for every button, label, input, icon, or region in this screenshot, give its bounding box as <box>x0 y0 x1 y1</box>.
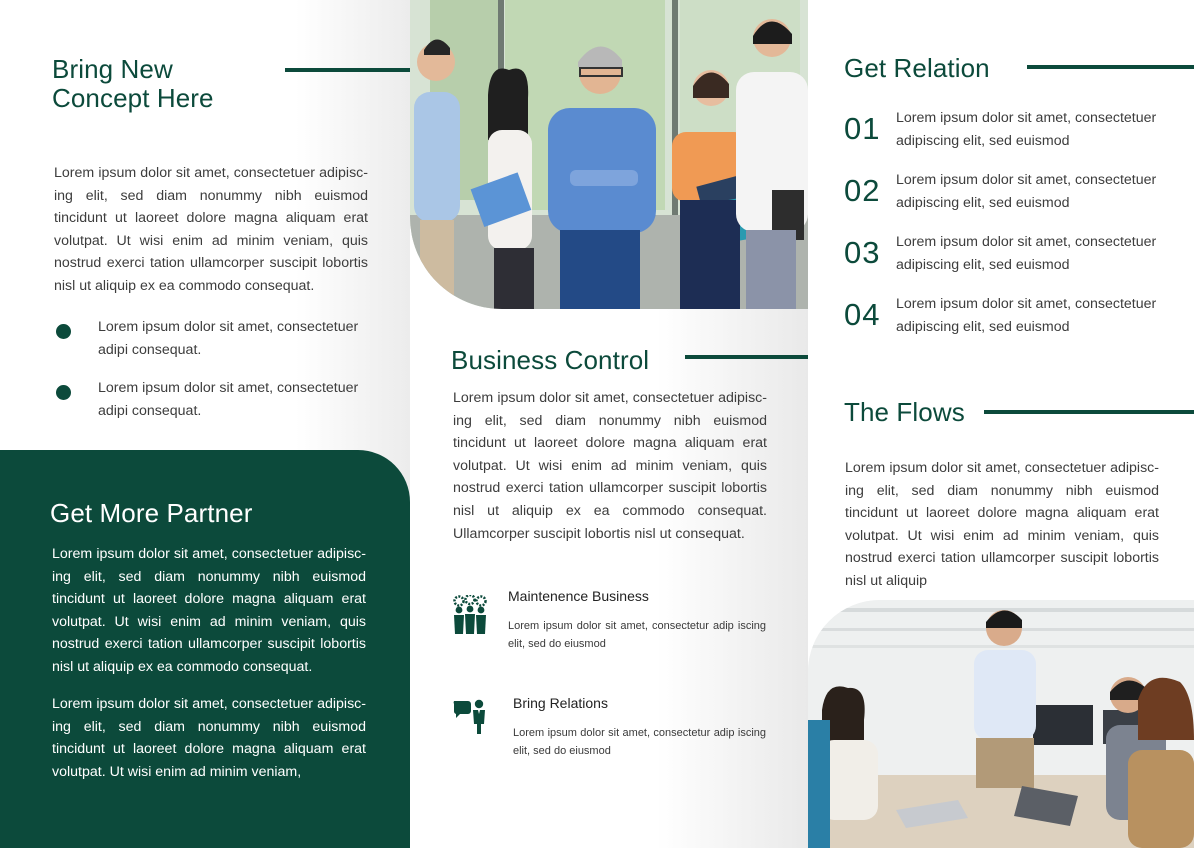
flows-heading: The Flows <box>844 397 965 427</box>
team-photo-illustration <box>410 0 808 309</box>
concept-heading: Bring New Concept Here <box>52 54 214 113</box>
concept-heading-rule <box>285 68 410 72</box>
list-number: 02 <box>844 173 881 208</box>
bullet-dot <box>56 324 71 339</box>
feature-description: Lorem ipsum dolor sit amet, consectetur adip iscing elit, sed do eiusmod <box>508 620 766 650</box>
intro-paragraph: Lorem ipsum dolor sit amet, consectetuer adipisc-ing elit, sed diam nonummy nibh euismod tincidunt ut laoreet dolore magna aliquam erat volutpat. Ut wisi enim ad minim veniam, quis nostrud exerci tation ullamcorper suscipit lobortis nisl ut aliquip ex ea commodo consequat. <box>54 165 368 294</box>
partner-heading: Get More Partner <box>50 498 253 528</box>
business-control-rule <box>685 355 808 359</box>
bullet-text: Lorem ipsum dolor sit amet, consectetuer adipi consequat. <box>98 380 359 419</box>
list-item-text: Lorem ipsum dolor sit amet, consectetuer adipiscing elit, sed euismod <box>896 296 1157 335</box>
partner-paragraph: Lorem ipsum dolor sit amet, consectetuer adipisc-ing elit, sed diam nonummy nibh euismod tincidunt ut laoreet dolore magna aliquam erat volutpat. Ut wisi enim ad minim veniam, <box>52 696 366 780</box>
bullet-text: Lorem ipsum dolor sit amet, consectetuer adipi consequat. <box>98 319 359 358</box>
list-number: 04 <box>844 297 881 332</box>
left-panel <box>0 0 410 848</box>
feature-title: Maintenence Business <box>508 588 649 604</box>
flows-heading-rule <box>984 410 1194 414</box>
office-photo-illustration <box>808 600 1194 848</box>
list-item-text: Lorem ipsum dolor sit amet, consectetuer adipiscing elit, sed euismod <box>896 110 1157 149</box>
middle-panel <box>410 0 808 848</box>
relation-heading: Get Relation <box>844 53 990 83</box>
list-item-text: Lorem ipsum dolor sit amet, consectetuer adipiscing elit, sed euismod <box>896 234 1157 273</box>
list-item-text: Lorem ipsum dolor sit amet, consectetuer adipiscing elit, sed euismod <box>896 172 1157 211</box>
team-gears-icon <box>453 595 487 635</box>
office-photo <box>808 600 1194 848</box>
right-panel <box>808 0 1194 848</box>
feature-title: Bring Relations <box>513 695 608 711</box>
list-number: 03 <box>844 235 881 270</box>
list-number: 01 <box>844 111 881 146</box>
speaking-person-icon <box>453 697 487 737</box>
relation-heading-rule <box>1027 65 1194 69</box>
partner-box <box>0 450 410 848</box>
team-photo <box>410 0 808 309</box>
flows-paragraph: Lorem ipsum dolor sit amet, consectetuer adipisc-ing elit, sed diam nonummy nibh euismod tincidunt ut laoreet dolore magna aliquam erat volutpat. Ut wisi enim ad minim veniam, quis nostrud exerci tation ullamcorper suscipit lobortis nisl ut aliquip <box>845 460 1159 589</box>
bullet-dot <box>56 385 71 400</box>
feature-description: Lorem ipsum dolor sit amet, consectetur adip iscing elit, sed do eiusmod <box>513 727 766 757</box>
business-control-paragraph: Lorem ipsum dolor sit amet, consectetuer adipisc-ing elit, sed diam nonummy nibh euismod tincidunt ut laoreet dolore magna aliquam erat volutpat. Ut wisi enim ad minim veniam, quis nostrud exerci tation ullamcorper suscipit lobortis nisl ut aliquip ex ea commodo consequat. Ullamcorper suscipit lobortis nisl ut consequat. <box>453 390 767 542</box>
partner-paragraph: Lorem ipsum dolor sit amet, consectetuer adipisc-ing elit, sed diam nonummy nibh euismod tincidunt ut laoreet dolore magna aliquam erat volutpat. Ut wisi enim ad minim veniam, quis nostrud exerci tation ullamcorper suscipit lobortis nisl ut aliquip ex ea commodo consequat. <box>52 546 366 675</box>
business-control-heading: Business Control <box>451 345 650 375</box>
